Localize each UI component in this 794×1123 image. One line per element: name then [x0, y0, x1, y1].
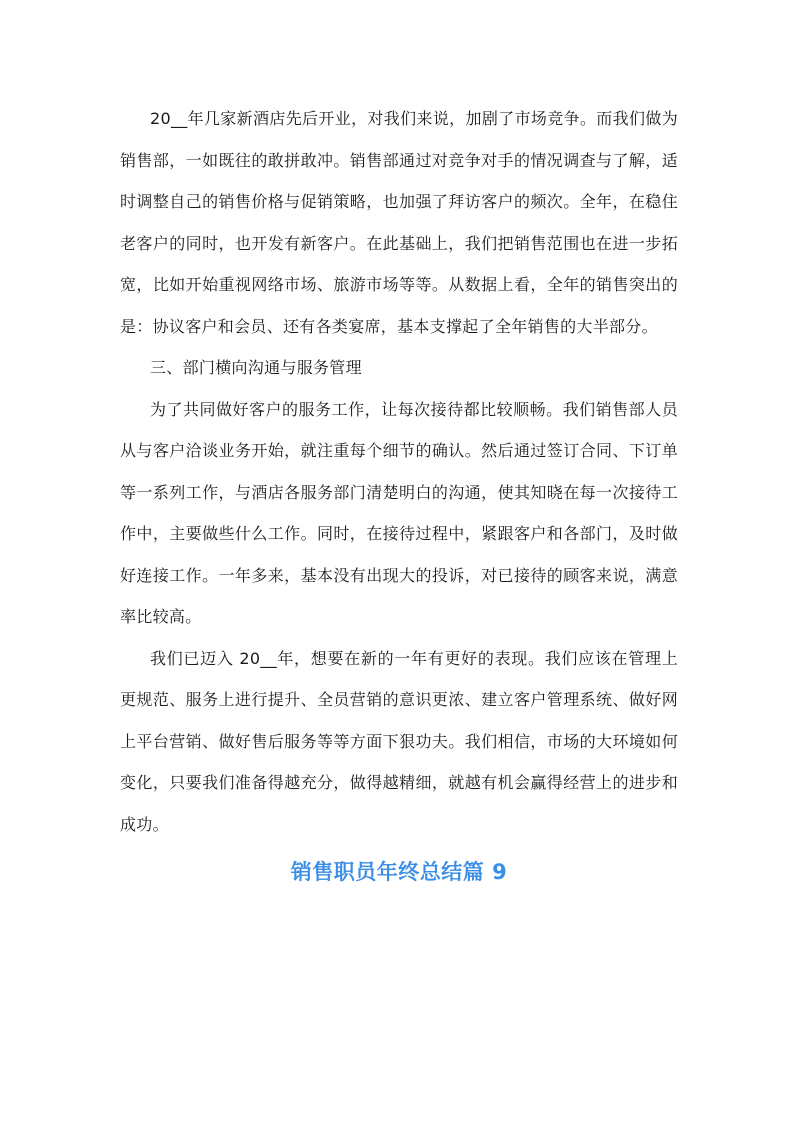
- body-paragraph: 20__年几家新酒店先后开业，对我们来说，加剧了市场竞争。而我们做为销售部，一如既往的敢拼敢冲。销售部通过对竞争对手的情况调查与了解，适时调整自己的销售价格与促销策略，也加强了拜访客户的频次。全年，在稳住老客户的同时，也开发有新客户。在此基础上，我们把销售范围也在进一步拓宽，比如开始重视网络市场、旅游市场等等。从数据上看，全年的销售突出的是：协议客户和会员、还有各类宴席，基本支撑起了全年销售的大半部分。: [120, 109, 678, 336]
- document-body: [120, 98, 678, 887]
- next-section-title: 销售职员年终总结篇 9: [290, 860, 508, 884]
- body-paragraph: 为了共同做好客户的服务工作，让每次接待都比较顺畅。我们销售部人员从与客户洽谈业务开始，就注重每个细节的确认。然后通过签订合同、下订单等一系列工作，与酒店各服务部门清楚明白的沟通，使其知晓在每一次接待工作中，主要做些什么工作。同时，在接待过程中，紧跟客户和各部门，及时做好连接工作。一年多来，基本没有出现大的投诉，对已接待的顾客来说，满意率比较高。: [120, 399, 678, 626]
- section-heading: 三、部门横向沟通与服务管理: [150, 358, 362, 377]
- body-paragraph: 我们已迈入 20__年，想要在新的一年有更好的表现。我们应该在管理上更规范、服务上进行提升、全员营销的意识更浓、建立客户管理系统、做好网上平台营销、做好售后服务等等方面下狠功夫。我们相信，市场的大环境如何变化，只要我们准备得越充分，做得越精细，就越有机会赢得经营上的进步和成功。: [120, 648, 678, 834]
